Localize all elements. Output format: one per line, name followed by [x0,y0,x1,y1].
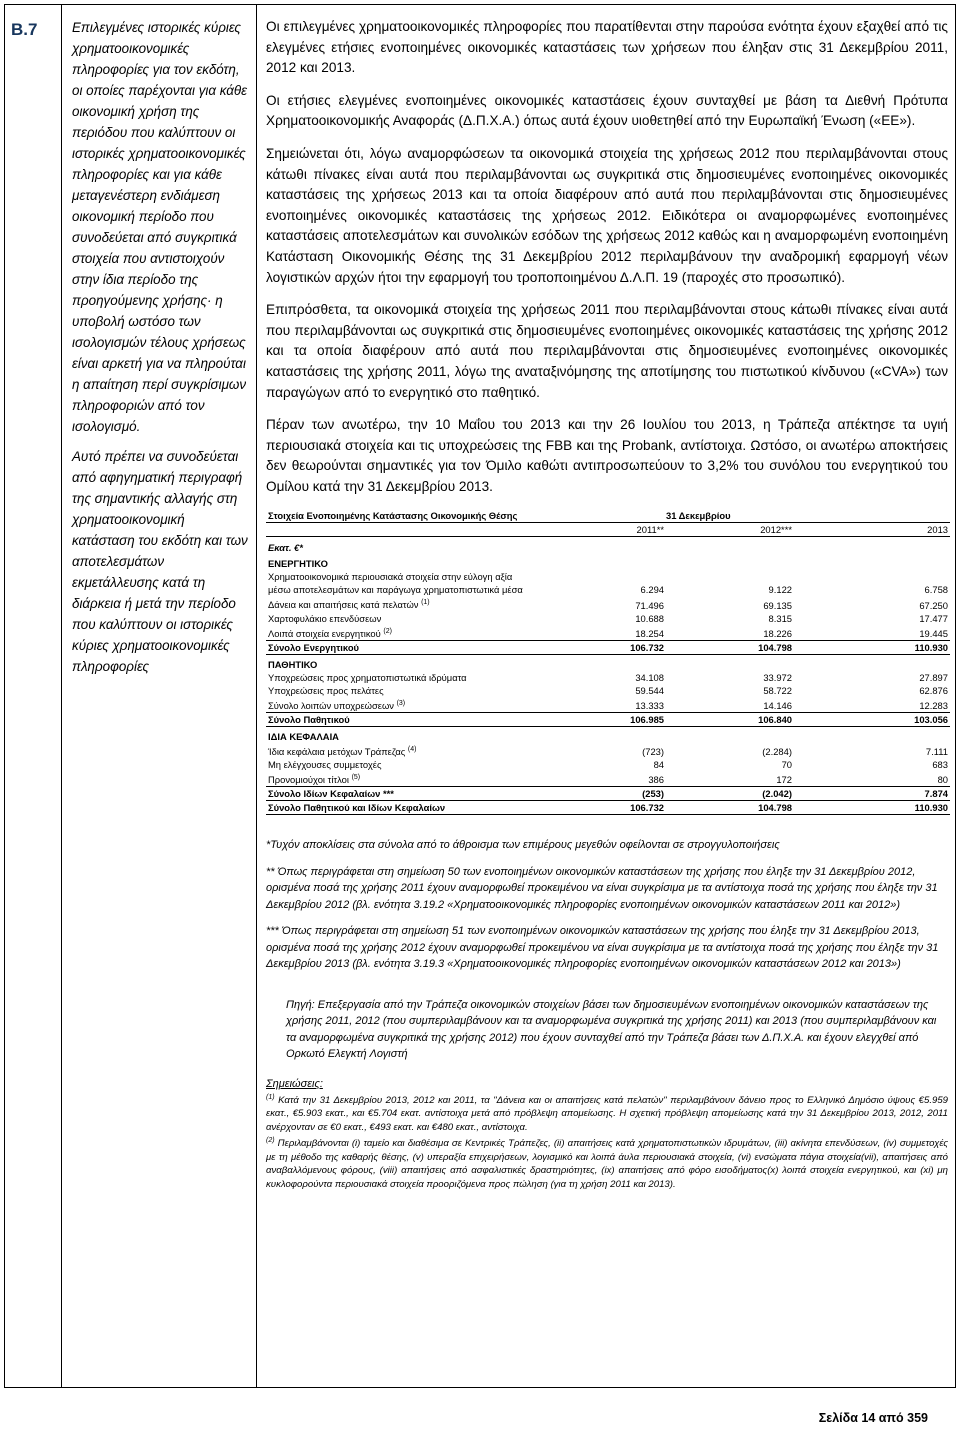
table-total-row [266,787,950,801]
row-label-text: Χαρτοφυλάκιο επενδύσεων [268,612,382,624]
table-cell: 69.135 [763,599,792,611]
table-row [266,684,950,697]
year-header: 2013 [822,523,950,537]
table-row [266,583,950,596]
row-label [266,697,566,713]
table-cell: (2.284) [762,745,792,757]
description-column [62,5,257,1387]
table-cell: 84 [653,758,664,770]
row-label [266,743,566,758]
table-total-row [266,640,950,654]
table-row [266,570,950,583]
row-label [266,758,566,771]
year-header: 2011** [566,523,694,537]
table-cell: 386 [648,774,664,786]
table-row [266,697,950,713]
row-label-text: Λοιπά στοιχεία ενεργητικού [268,627,381,639]
table-cell: 172 [776,774,792,786]
table-cell: 110.930 [822,801,950,815]
table-cell: (2.042) [694,787,822,801]
financial-table [266,509,950,815]
table-cell: 27.897 [919,671,948,683]
row-label-marker: (3) [396,699,406,707]
table-cell: 62.876 [919,684,948,696]
row-label-marker: (4) [407,745,417,753]
table-cell: 33.972 [763,671,792,683]
note-item [266,1134,948,1191]
row-label-text: Σύνολο Ενεργητικού [268,641,359,653]
table-cell: 110.930 [822,640,950,654]
unit-label: Εκατ. €* [268,542,303,554]
note-marker: (2) [266,1137,275,1145]
row-label-text: Σύνολο Παθητικού [268,713,350,725]
table-row [266,758,950,771]
row-label [266,787,566,801]
table-cell: 106.732 [566,640,694,654]
description-paragraph: Επιλεγμένες ιστορικές κύριες χρηματοοικονομικές πληροφορίες για τον εκδότη, οι οποίες παρέχονται για κάθε οικονομική χρήση της περιόδου που καλύπτουν οι ιστορικές χρηματοοικονομικές πληροφορίες και για κάθε μεταγενέστερη ενδιάμεση οικονομική περίοδο που συνοδεύεται από συγκριτικά στοιχεία που αντιστοιχούν στην ίδια περίοδο της προηγούμενης χρήσης· η υποβολή ωστόσο των ισολογισμών τέλους χρήσεως είναι αρκετή για να πληρούται η απαίτηση περί συγκρίσιμων πληροφοριών από τον ισολογισμό. [72,20,248,434]
row-label [266,671,566,684]
table-row [266,771,950,787]
table-row [266,743,950,758]
notes-title: Σημειώσεις: [266,1077,323,1090]
table-section-row [266,654,950,671]
table-row [266,596,950,611]
row-label-marker: (2) [383,627,392,635]
footnote: ** Όπως περιγράφεται στη σημείωση 50 των ενοποιημένων οικονομικών καταστάσεων της χρήσης που έληξε την 31 Δεκεμβρίου 2012, ορισμένα ποσά της χρήσης 2011 έχουν αναμορφωθεί προκειμένου να είναι συγκρίσιμα με τα αντίστοιχα ποσά της χρήσης που έληξε την 31 Δεκεμβρίου 2012 (βλ. ενότητα 3.19.2 «Χρηματοοικονομικές πληροφορίες ενοποιημένων οικονομικών καταστάσεων 2011 και 2012») [266,865,938,911]
financial-table-wrapper [266,509,950,815]
row-label-text: μέσω αποτελεσμάτων και παράγωγα χρηματοπιστωτικά μέσα [268,584,523,596]
table-cell: 106.732 [566,801,694,815]
table-cell: 80 [937,774,948,786]
document-frame [4,4,956,1388]
footnote: *Τυχόν αποκλίσεις στα σύνολα από το άθροισμα των επιμέρους μεγεθών οφείλονται σε στρογγυλοποιήσεις [266,839,780,852]
row-label: ΕΝΕΡΓΗΤΙΚΟ [268,558,328,570]
row-label: Χρηματοοικονομικά περιουσιακά στοιχεία στην εύλογη αξία [268,571,513,583]
body-paragraph: Οι ετήσιες ελεγμένες ενοποιημένες οικονομικές καταστάσεις έχουν συνταχθεί με βάση τα Διεθνή Πρότυπα Χρηματοοικονομικής Αναφοράς (Δ.Π.Χ.Α.) όπως αυτά έχουν υιοθετηθεί από την Ευρωπαϊκή Ένωση («ΕΕ»). [266,92,948,129]
body-paragraph: Οι επιλεγμένες χρηματοοικονομικές πληροφορίες που παρατίθενται στην παρούσα ενότητα έχουν εξαχθεί από τις ελεγμένες ετήσιες ενοποιημένες οικονομικές καταστάσεις των χρήσεων που έληξαν στις 31 Δεκεμβρίου 2011, 2012 και 2013. [266,19,948,76]
table-cell: 59.544 [635,684,664,696]
body-paragraph: Επιπρόσθετα, τα οικονομικά στοιχεία της χρήσεως 2011 που περιλαμβάνονται στους κάτωθι πίνακες είναι αυτά που περιλαμβάνονται ως συγκριτικά στις δημοσιευμένες ενοποιημένες οικονομικές καταστάσεις της χρήσης 2012 και τα οποία διαφέρουν από αυτά που περιλαμβάνονται στις δημοσιευμένες ενοποιημένες οικονομικές καταστάσεις της χρήσης 2011, λόγω της αναταξινόμησης της αποτίμησης του πιστωτικού κίνδυνου («CVA») των παραγώγων από το ενεργητικό στο παθητικό. [266,302,948,400]
description [72,17,250,686]
row-label-text: Δάνεια και απαιτήσεις κατά πελατών [268,599,419,611]
row-label-marker: (1) [421,599,430,607]
table-cell: 70 [781,758,792,770]
table-cell: 7.874 [822,787,950,801]
table-cell: 683 [932,758,948,770]
table-cell: 12.283 [919,699,948,711]
table-section-row [266,554,950,570]
table-row [266,671,950,684]
table-cell: (253) [566,787,694,801]
table-cell: 104.798 [694,640,822,654]
row-label-text: Σύνολο Ιδίων Κεφαλαίων *** [268,788,394,800]
row-label [266,771,566,787]
table-cell: 34.108 [635,671,664,683]
row-label [266,712,566,726]
description-paragraph: Αυτό πρέπει να συνοδεύεται από αφηγηματική περιγραφή της σημαντικής αλλαγής στη χρηματοοικονομική κατάσταση του εκδότη και των αποτελεσμάτων εκμετάλλευσης κατά τη διάρκεια ή μετά την περίοδο που καλύπτουν οι ιστορικές κύριες χρηματοοικονομικές πληροφορίες [72,449,248,674]
row-label [266,640,566,654]
table-cell: 58.722 [763,684,792,696]
table-cell: 67.250 [919,599,948,611]
table-row [266,625,950,641]
year-header: 2012*** [694,523,822,537]
row-label-text: Υποχρεώσεις προς πελάτες [268,684,384,696]
body-paragraph: Σημειώνεται ότι, λόγω αναμορφώσεων τα οικονομικά στοιχεία της χρήσεως 2012 που περιλαμβάνονται στους κάτωθι πίνακες είναι αυτά που περιλαμβάνονται ως συγκριτικά στις δημοσιευμένες ενοποιημένες οικονομικές καταστάσεις της χρήσεως 2013 και τα οποία διαφέρουν από αυτά που περιλαμβάνονται στις δημοσιευμένες ενοποιημένες οικονομικές καταστάσεις της χρήσεως 2012. Ειδικότερα οι αναμορφωμένες ενοποιημένες καταστάσεις αποτελεσμάτων και συνολικών εσόδων της χρήσεως 2012 καθώς και η αναμορφωμένη ενοποιημένη Κατάσταση Οικονομικής Θέσης της 31 Δεκεμβρίου 2012 περιλαμβάνουν την αναδρομική εφαρμογή νέων λογιστικών αρχών ήτοι την εφαρμογή του τροποποιημένου Δ.Λ.Π. 19 (παροχές στο προσωπικό). [266,145,948,285]
table-cell: 7.111 [925,745,948,757]
period-header: 31 Δεκεμβρίου [566,509,950,523]
table-cell: 13.333 [635,699,664,711]
row-label-text: Ίδια κεφάλαια μετόχων Τράπεζας [268,745,406,757]
table-cell: 106.985 [566,712,694,726]
table-cell: 9.122 [768,584,792,596]
table-year-row [266,523,950,537]
table-cell: 103.056 [822,712,950,726]
table-cell: 6.758 [924,584,948,596]
table-cell: 10.688 [635,612,664,624]
note-item [266,1091,948,1135]
row-label-text: Υποχρεώσεις προς χρηματοπιστωτικά ιδρύματα [268,671,467,683]
content-column [257,5,955,1387]
table-cell: 106.840 [694,712,822,726]
table-cell: (723) [642,745,664,757]
unit-row [266,537,950,555]
table-cell: 18.226 [763,627,792,639]
table-cell: 17.477 [919,612,948,624]
table-cell: 8.315 [768,612,792,624]
row-label-text: Προνομιούχοι τίτλοι [268,774,349,786]
footnotes [266,837,948,973]
table-cell: 71.496 [635,599,664,611]
table-cell: 14.146 [763,699,792,711]
note-text: Κατά την 31 Δεκεμβρίου 2013, 2012 και 2011, τα "Δάνεια και οι απαιτήσεις κατά πελατών" περιλαμβάνουν δάνειο προς το Ελληνικό Δημόσιο ύψους €5.959 εκατ., €5.903 εκατ., και €5.704 εκατ. αντίστοιχα μετά από πρόβλεψη απομείωσης. Η σχετική πρόβλεψη απομείωσης κατά την 31 Δεκεμβρίου 2013, 2012, 2011 ανέρχονταν σε €0 εκατ., €493 εκατ. και €480 εκατ., αντίστοιχα. [266,1094,949,1133]
row-label: ΠΑΘΗΤΙΚΟ [268,658,318,670]
table-cell: 6.294 [640,584,664,596]
row-label [266,625,566,641]
table-cell: 19.445 [919,627,948,639]
row-label [266,801,566,815]
row-label-text: Σύνολο λοιπών υποχρεώσεων [268,699,394,711]
main-content [266,17,948,1191]
table-header-row [266,509,950,523]
row-label-marker: (5) [351,773,361,781]
section-id-column [5,5,62,1387]
section-id: B.7 [11,20,38,39]
table-cell: 18.254 [635,627,664,639]
note-marker: (1) [266,1093,275,1101]
table-total-row [266,801,950,815]
table-section-row [266,726,950,743]
body-paragraph: Πέραν των ανωτέρω, την 10 Μαΐου του 2013 και την 26 Ιουλίου του 2013, η Τράπεζα απέκτησε τα υγιή περιουσιακά στοιχεία και τις υποχρεώσεις της FBB και της Probank, αντίστοιχα. Ωστόσο, οι ανωτέρω αποκτήσεις δεν θεωρούνται σημαντικές για τον Όμιλο καθώτι αντιπροσωπεύουν το 3,2% του συνόλου του ενεργητικού του Ομίλου κατά την 31 Δεκεμβρίου 2013. [266,417,948,494]
table-cell: 104.798 [694,801,822,815]
row-label [266,684,566,697]
row-label-text: Σύνολο Παθητικού και Ιδίων Κεφαλαίων [268,802,446,814]
table-total-row [266,712,950,726]
row-label [266,612,566,625]
table-title: Στοιχεία Ενοποιημένης Κατάστασης Οικονομικής Θέσης [266,509,566,523]
row-label [266,583,566,596]
row-label-text: Μη ελέγχουσες συμμετοχές [268,758,382,770]
page-number: Σελίδα 14 από 359 [818,1411,928,1425]
source-note: Πηγή: Επεξεργασία από την Τράπεζα οικονομικών στοιχείων βάσει των δημοσιευμένων ενοποιημένων οικονομικών καταστάσεων της χρήσης 2011, 2012 (που συμπεριλαμβάνουν και τα αναμορφωμένα συγκριτικά της χρήσης 2011) και 2013 (που συμπεριλαμβάνουν και τα αναμορφωμένα συγκριτικά της χρήσης 2012) που έχουν συνταχθεί από την Τράπεζα βάσει των Δ.Π.Χ.Α. και έχουν ελεγχθεί από Ορκωτό Ελεγκτή Λογιστή [286,998,937,1061]
table-row [266,612,950,625]
row-label: ΙΔΙΑ ΚΕΦΑΛΑΙΑ [268,730,339,742]
note-text: Περιλαμβάνονται (i) ταμείο και διαθέσιμα σε Κεντρικές Τράπεζες, (ii) απαιτήσεις κατά χρηματοπιστωτικών ιδρυμάτων, (iii) ακίνητα επενδύσεων, (iv) συμμετοχές με τη μέθοδο της καθαρής θέσης, (v) υπεραξία επιχειρήσεων, λογισμικό και λοιπά άυλα περιουσιακά στοιχεία, (vi) ενσώματα πάγια στοιχεία(vii), απαιτήσεις από αναβαλλόμενους φόρους, (viii) απαιτήσεις από ασφαλιστικές δραστηριότητες, (ix) απαιτήσεις από φόρο εισοδήματος(x) λοιπά στοιχεία ενεργητικού, και (xi) μη κυκλοφορούντα περιουσιακά στοιχεία προοριζόμενα προς πώληση (για τη χρήση 2011 και 2013). [266,1138,948,1190]
row-label [266,596,566,611]
footnote: *** Όπως περιγράφεται στη σημείωση 51 των ενοποιημένων οικονομικών καταστάσεων της χρήσης που έληξε την 31 Δεκεμβρίου 2013, ορισμένα ποσά της χρήσης 2012 έχουν αναμορφωθεί προκειμένου να είναι συγκρίσιμα με τα αντίστοιχα ποσά της χρήσης που έληξε την 31 Δεκεμβρίου 2013 (βλ. ενότητα 3.19.3 «Χρηματοοικονομικές πληροφορίες ενοποιημένων οικονομικών καταστάσεων 2012 και 2013») [266,925,939,971]
